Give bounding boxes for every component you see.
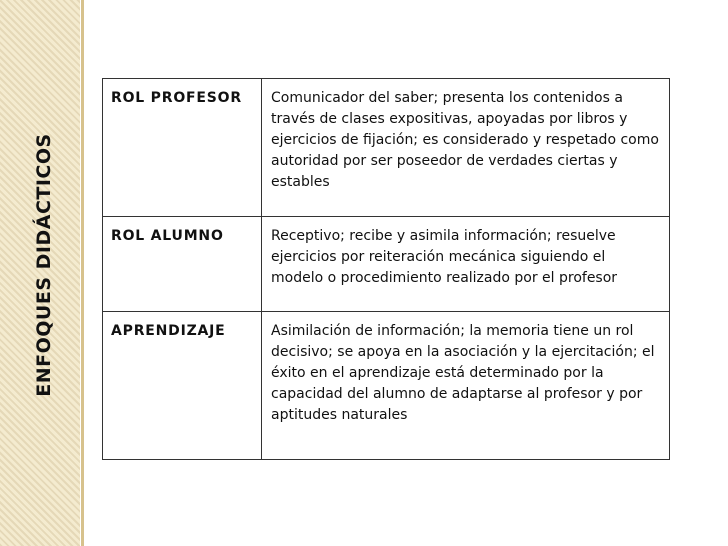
banner-divider (81, 0, 84, 546)
role-cell: ROL PROFESOR (103, 79, 262, 217)
slide-title: ENFOQUES DIDÁCTICOS (33, 133, 55, 397)
role-cell: ROL ALUMNO (103, 217, 262, 312)
description-cell: Receptivo; recibe y asimila información; resuelve ejercicios por reiteración mecánica siguiendo el modelo o procedimiento realizado por el profesor (262, 217, 670, 312)
didactic-approach-table (102, 78, 670, 460)
table-row (103, 79, 670, 217)
table-row (103, 312, 670, 460)
description-cell: Comunicador del saber; presenta los contenidos a través de clases expositivas, apoyadas por libros y ejercicios de fijación; es considerado y respetado como autoridad por ser poseedor de verdades ciertas y estables (262, 79, 670, 217)
description-cell: Asimilación de información; la memoria tiene un rol decisivo; se apoya en la asociación y la ejercitación; el éxito en el aprendizaje está determinado por la capacidad del alumno de adaptarse al profesor y por aptitudes naturales (262, 312, 670, 460)
role-cell: APRENDIZAJE (103, 312, 262, 460)
table-row (103, 217, 670, 312)
